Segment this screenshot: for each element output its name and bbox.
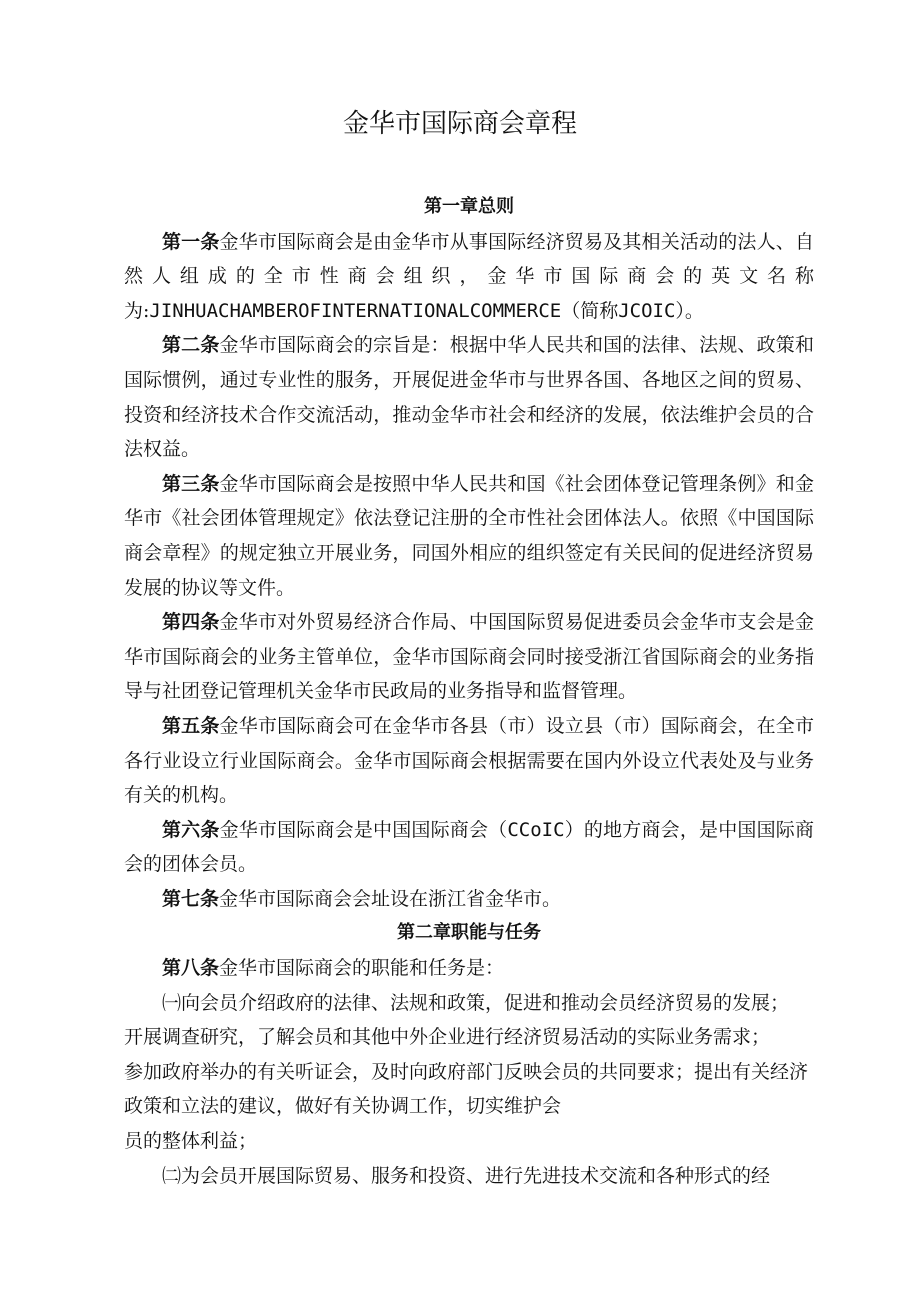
article-8-number: 第八条 (162, 957, 220, 980)
article-1-english-name: JINHUACHAMBEROFINTERNATIONALCOMMERCE（简称JCOIC）。 (149, 299, 704, 322)
chapter-1-heading: 第一章总则 (424, 196, 514, 217)
item-1-line-2: 开展调查研究，了解会员和其他中外企业进行经济贸易活动的实际业务需求； (124, 1026, 771, 1049)
document-body (124, 190, 814, 1193)
article-6-text-a: 金华市国际商会是中国国际商会（ (219, 818, 508, 841)
article-7 (124, 882, 814, 917)
chapter-2-heading: 第二章职能与任务 (397, 922, 541, 944)
article-6-text-c: ）的地方商会，是中国国际商会的团体会员。 (124, 818, 814, 876)
article-2-number: 第二条 (162, 334, 220, 357)
article-6-number: 第六条 (162, 818, 220, 841)
article-5 (124, 709, 814, 813)
article-8-text: 金华市国际商会的职能和任务是： (219, 957, 505, 980)
item-1-line-1: ㈠向会员介绍政府的法律、法规和政策，促进和推动会员经济贸易的发展； (162, 991, 790, 1014)
article-8 (124, 951, 814, 986)
article-6 (124, 813, 814, 882)
document-title: 金华市国际商会章程 (342, 109, 577, 139)
article-2 (124, 328, 814, 466)
article-3-text: 金华市国际商会是按照中华人民共和国《社会团体登记管理条例》和金华市《社会团体管理规定》依法登记注册的全市性社会团体法人。依照《中国国际商会章程》的规定独立开展业务，同国外相应的组织签定有关民间的促进经济贸易发展的协议等文件。 (124, 472, 814, 599)
article-6-abbreviation: CCoIC (507, 818, 565, 841)
article-4-number: 第四条 (162, 611, 220, 634)
article-7-number: 第七条 (162, 887, 220, 910)
item-1-line-3: 参加政府举办的有关听证会，及时向政府部门反映会员的共同要求；提出有关经济政策和立法的建议，做好有关协调工作，切实维护会 (124, 1060, 809, 1118)
article-3 (124, 467, 814, 605)
article-7-text: 金华市国际商会会址设在浙江省金华市。 (219, 887, 562, 910)
article-1-text: 金华市国际商会是由金华市从事国际经济贸易及其相关活动的法人、自然人组成的全市性商会组织，金华市国际商会的英文名称为: (124, 230, 814, 322)
article-4-text: 金华市对外贸易经济合作局、中国国际贸易促进委员会金华市支会是金华市国际商会的业务主管单位，金华市国际商会同时接受浙江省国际商会的业务指导与社团登记管理机关金华市民政局的业务指导和监督管理。 (124, 611, 814, 703)
article-2-text: 金华市国际商会的宗旨是：根据中华人民共和国的法律、法规、政策和国际惯例，通过专业性的服务，开展促进金华市与世界各国、各地区之间的贸易、投资和经济技术合作交流活动，推动金华市社会和经济的发展，依法维护会员的合法权益。 (124, 334, 814, 461)
article-5-number: 第五条 (162, 714, 220, 737)
article-3-number: 第三条 (162, 472, 220, 495)
item-1 (124, 986, 814, 1159)
item-2-line-1: ㈡为会员开展国际贸易、服务和投资、进行先进技术交流和各种形式的经 (162, 1164, 771, 1187)
article-1-number: 第一条 (162, 230, 220, 253)
article-5-text: 金华市国际商会可在金华市各县（市）设立县（市）国际商会，在全市各行业设立行业国际商会。金华市国际商会根据需要在国内外设立代表处及与业务有关的机构。 (124, 714, 814, 807)
article-4 (124, 605, 814, 709)
article-1 (124, 225, 814, 329)
item-1-line-4: 员的整体利益； (124, 1130, 258, 1153)
